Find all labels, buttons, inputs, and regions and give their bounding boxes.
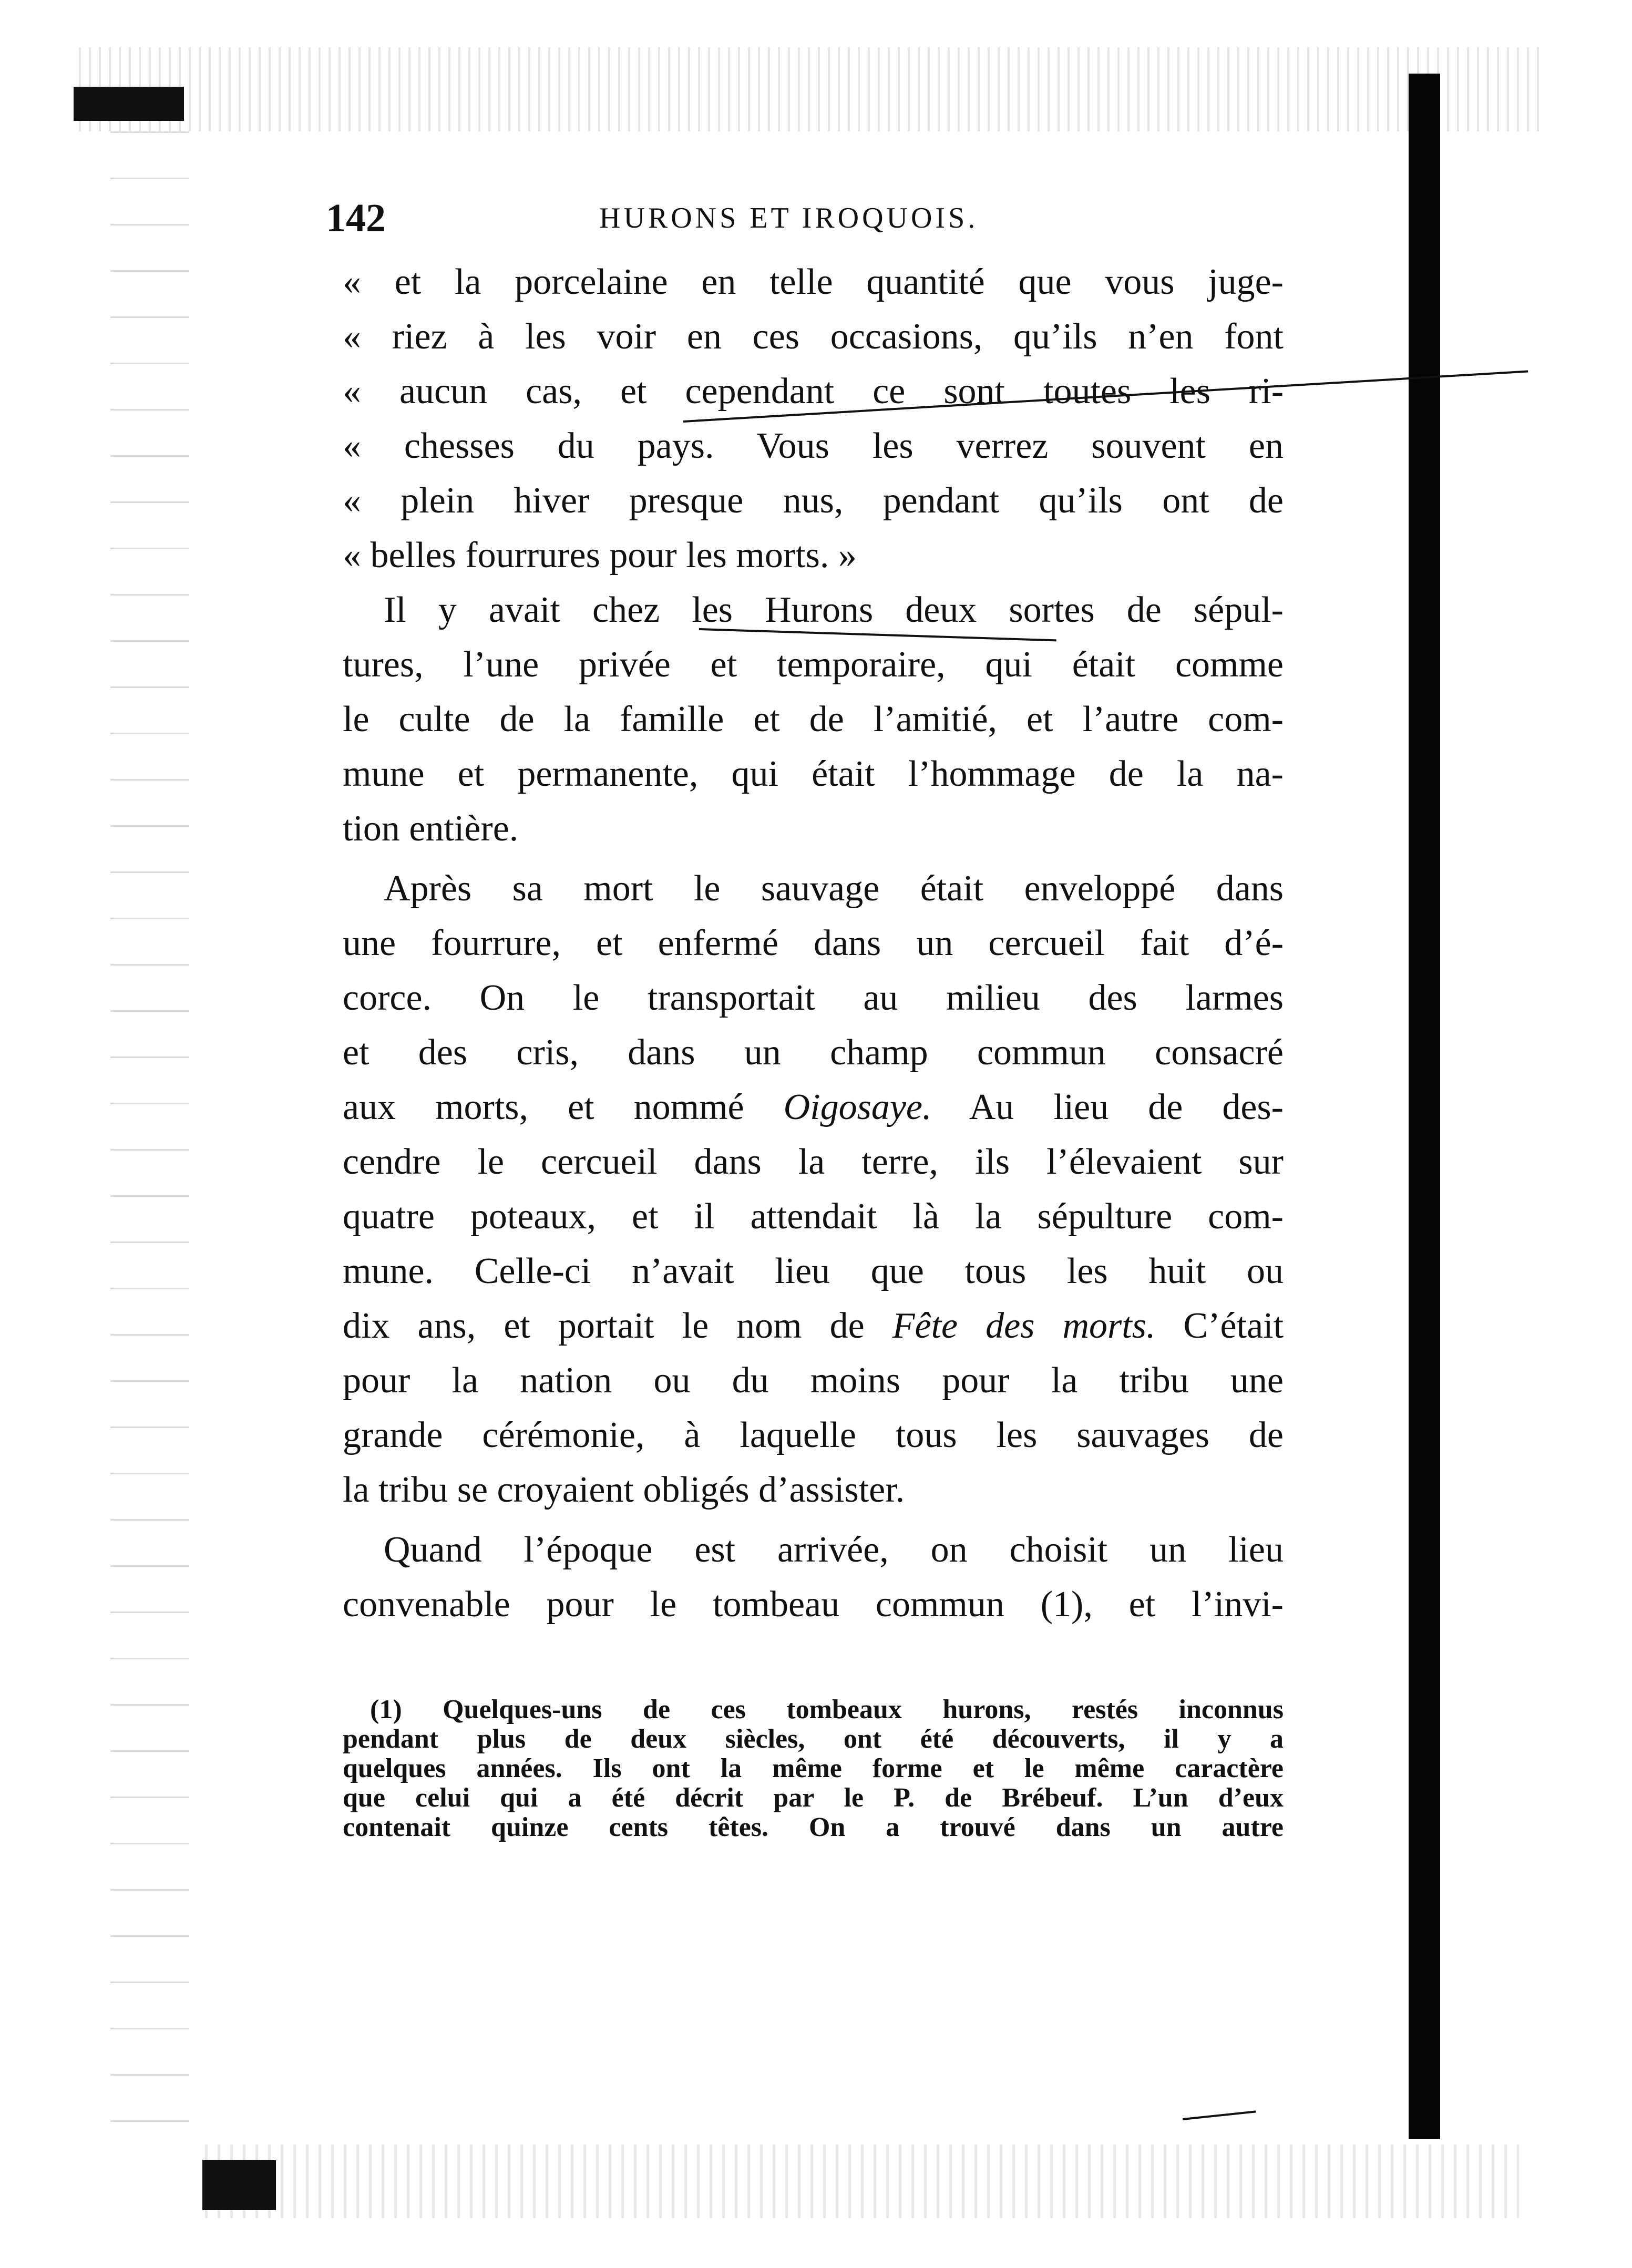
paragraph-line: Après sa mort le sauvage était enveloppé dans bbox=[384, 868, 1284, 909]
scan-noise-bottom bbox=[205, 2144, 1519, 2218]
body-line bbox=[343, 1080, 1284, 1135]
body-line: le culte de la famille et de l’amitié, et l’autre com- bbox=[343, 699, 1284, 740]
scan-noise-top bbox=[79, 47, 1540, 131]
body-text bbox=[343, 255, 1284, 1632]
body-line-segment: dix ans, et portait le nom de bbox=[343, 1306, 865, 1346]
body-line: « aucun cas, et cependant ce sont toutes les ri- bbox=[343, 371, 1284, 412]
body-line: « chesses du pays. Vous les verrez souvent en bbox=[343, 426, 1284, 466]
body-line-segment: C’était bbox=[1183, 1306, 1284, 1346]
pen-mark bbox=[1183, 2110, 1256, 2120]
running-head: HURONS ET IROQUOIS. bbox=[599, 202, 979, 234]
body-line: tion entière. bbox=[343, 808, 519, 849]
body-line: la tribu se croyaient obligés d’assister. bbox=[343, 1470, 905, 1510]
italic-term: Oigosaye. bbox=[783, 1087, 932, 1127]
footnote bbox=[343, 1695, 1284, 1842]
scan-edge-mark-top bbox=[74, 87, 184, 121]
italic-term: Fête des morts. bbox=[892, 1306, 1156, 1346]
body-line: mune. Celle-ci n’avait lieu que tous les huit ou bbox=[343, 1251, 1284, 1291]
body-line: et des cris, dans un champ commun consacré bbox=[343, 1032, 1284, 1073]
body-line: pour la nation ou du moins pour la tribu une bbox=[343, 1360, 1284, 1401]
body-line: tures, l’une privée et temporaire, qui était comme bbox=[343, 644, 1284, 685]
scan-noise-left bbox=[110, 131, 189, 2155]
footnote-line: quelques années. Ils ont la même forme et le même caractère bbox=[343, 1753, 1284, 1783]
footnote-line: que celui qui a été décrit par le P. de Brébeuf. L’un d’eux bbox=[343, 1783, 1284, 1813]
body-line: une fourrure, et enfermé dans un cercueil fait d’é- bbox=[343, 923, 1284, 963]
body-line: « et la porcelaine en telle quantité que vous juge- bbox=[343, 262, 1284, 302]
page-number: 142 bbox=[326, 196, 386, 240]
footnote-line: pendant plus de deux siècles, ont été découverts, il y a bbox=[343, 1724, 1284, 1754]
page-edge-bar bbox=[1409, 74, 1440, 2139]
footnote-line: (1) Quelques-uns de ces tombeaux hurons, restés inconnus bbox=[370, 1695, 1284, 1725]
body-line: « riez à les voir en ces occasions, qu’ils n’en font bbox=[343, 316, 1284, 357]
body-line-segment: Au lieu de des- bbox=[969, 1087, 1284, 1127]
body-line: convenable pour le tombeau commun (1), et l’invi- bbox=[343, 1584, 1284, 1625]
footnote-line: contenait quinze cents têtes. On a trouvé dans un autre bbox=[343, 1812, 1284, 1842]
body-line: corce. On le transportait au milieu des larmes bbox=[343, 978, 1284, 1018]
body-line: mune et permanente, qui était l’hommage de la na- bbox=[343, 754, 1284, 794]
body-line: « belles fourrures pour les morts. » bbox=[343, 535, 857, 576]
paragraph-line: Quand l’époque est arrivée, on choisit un lieu bbox=[384, 1530, 1284, 1570]
body-line bbox=[343, 1299, 1284, 1353]
body-line: « plein hiver presque nus, pendant qu’ils ont de bbox=[343, 480, 1284, 521]
body-line-segment: aux morts, et nommé bbox=[343, 1087, 744, 1127]
page-header bbox=[326, 192, 1351, 244]
scan-edge-mark-bottom bbox=[202, 2160, 276, 2210]
body-line: grande cérémonie, à laquelle tous les sauvages de bbox=[343, 1415, 1284, 1455]
body-line: quatre poteaux, et il attendait là la sépulture com- bbox=[343, 1196, 1284, 1237]
paragraph-line: Il y avait chez les Hurons deux sortes de sépul- bbox=[384, 590, 1284, 630]
body-line: cendre le cercueil dans la terre, ils l’élevaient sur bbox=[343, 1142, 1284, 1182]
